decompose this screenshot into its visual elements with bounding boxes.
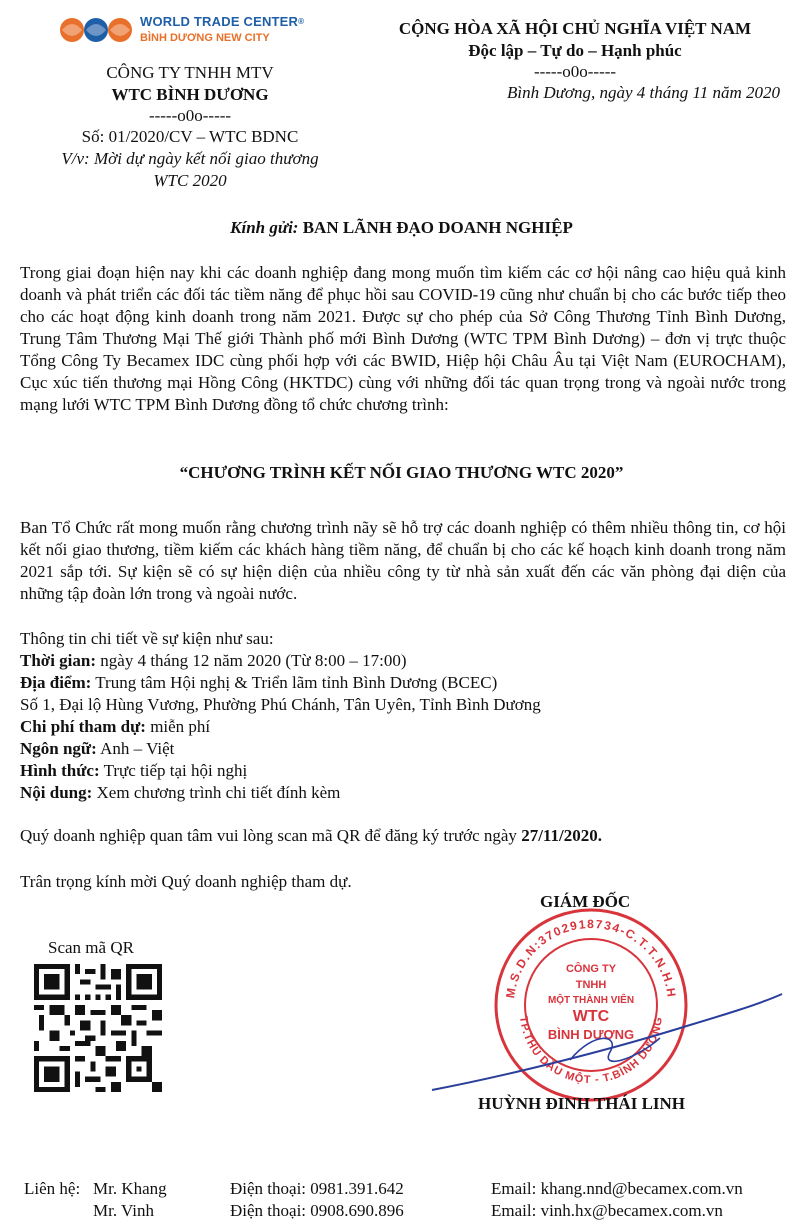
detail-venue <box>20 672 780 694</box>
logo-globe-icon <box>60 18 132 42</box>
logo-text <box>140 14 304 46</box>
contact-email[interactable]: Email: khang.nnd@becamex.com.vn <box>491 1179 743 1198</box>
stamp-outer-top: M.S.D.N:3702918734-C.T.T.N.H.H <box>503 917 679 1000</box>
detail-time-value: ngày 4 tháng 12 năm 2020 (Từ 8:00 – 17:00) <box>96 651 407 670</box>
document-number: Số: 01/2020/CV – WTC BDNC <box>81 127 299 146</box>
contact-phone[interactable]: Điện thoại: 0981.391.642 <box>230 1179 404 1198</box>
national-header <box>360 18 790 104</box>
national-motto: Độc lập – Tự do – Hạnh phúc <box>468 41 682 60</box>
document-date: Bình Dương, ngày 4 tháng 11 năm 2020 <box>506 83 780 102</box>
deadline-text: Quý doanh nghiệp quan tâm vui lòng scan mã QR để đăng ký trước ngày <box>20 826 522 845</box>
registration-deadline <box>20 826 780 846</box>
detail-content <box>20 782 780 804</box>
detail-language-label: Ngôn ngữ: <box>20 739 97 758</box>
subject-line2: WTC 2020 <box>153 171 227 190</box>
detail-language <box>20 738 780 760</box>
detail-fee <box>20 716 780 738</box>
qr-label: Scan mã QR <box>48 938 134 957</box>
company-name-line2: WTC BÌNH DƯƠNG <box>111 85 269 104</box>
detail-time <box>20 650 780 672</box>
national-divider: -----o0o----- <box>533 62 617 81</box>
detail-address: Số 1, Đại lộ Hùng Vương, Phường Phú Chánh, Tân Uyên, Tỉnh Bình Dương <box>20 695 541 714</box>
contact-email[interactable]: Email: vinh.hx@becamex.com.vn <box>491 1201 723 1220</box>
detail-venue-label: Địa điểm: <box>20 673 92 692</box>
subject-line1: V/v: Mời dự ngày kết nối giao thương <box>61 149 319 168</box>
detail-fee-label: Chi phí tham dự: <box>20 717 146 736</box>
director-title: GIÁM ĐỐC <box>540 892 631 911</box>
detail-content-label: Nội dung: <box>20 783 93 802</box>
logo-line-2: BÌNH DƯƠNG NEW CITY <box>140 32 270 44</box>
stamp-line-4: WTC <box>572 1008 610 1025</box>
national-title: CỘNG HÒA XÃ HỘI CHỦ NGHĨA VIỆT NAM <box>398 19 752 38</box>
detail-venue-value: Trung tâm Hội nghị & Triển lãm tỉnh Bình Dương (BCEC) <box>91 673 498 692</box>
detail-fee-value: miễn phí <box>145 717 211 736</box>
body-paragraph-1: Trong giai đoạn hiện nay khi các doanh nghiệp đang mong muốn tìm kiếm các cơ hội nâng cao hiệu quả kinh doanh và phát triển các đối tác tiềm năng để phục hồi sau COVID-19 cũng như chuẩn bị cho các bước tiếp theo cho các hoạt động kinh doanh trong năm 2021. Được sự cho phép của Sở Công Thương Tỉnh Bình Dương, Trung Tâm Thương Mại Thế giới Thành phố mới Bình Dương (WTC TPM Bình Dương) – đơn vị trực thuộc Tổng Công Ty Becamex IDC cùng phối hợp với các BWID, Hiệp hội Châu Âu tại Việt Nam (EUROCHAM), Cục xúc tiến thương mại Hồng Công (HKTDC) cùng với những đối tác quan trọng trong và ngoài nước trong mạng lưới WTC TPM Bình Dương đồng tổ chức chương trình: <box>20 263 786 414</box>
closing-line: Trân trọng kính mời Quý doanh nghiệp tham dự. <box>20 872 352 891</box>
contact-name: Mr. Khang <box>93 1179 167 1198</box>
logo-line-1: WORLD TRADE CENTER <box>140 14 299 29</box>
deadline-date: 27/11/2020. <box>521 826 602 845</box>
company-name-line1: CÔNG TY TNHH MTV <box>106 63 274 82</box>
program-title: “CHƯƠNG TRÌNH KẾT NỐI GIAO THƯƠNG WTC 2020” <box>179 463 624 482</box>
detail-format-value: Trực tiếp tại hội nghị <box>99 761 248 780</box>
sender-divider: -----o0o----- <box>148 106 232 125</box>
stamp-line-5: BÌNH DƯƠNG <box>547 1027 635 1042</box>
salutation-recipient: BAN LÃNH ĐẠO DOANH NGHIỆP <box>302 218 573 237</box>
contact-phone[interactable]: Điện thoại: 0908.690.896 <box>230 1201 404 1220</box>
stamp-line-1: CÔNG TY <box>565 963 617 975</box>
contact-label: Liên hệ: <box>24 1179 81 1198</box>
detail-format <box>20 760 780 782</box>
event-details <box>20 628 780 804</box>
salutation <box>0 218 803 238</box>
details-intro: Thông tin chi tiết về sự kiện như sau: <box>20 629 274 648</box>
detail-time-label: Thời gian: <box>20 651 97 670</box>
body-paragraph-2: Ban Tổ Chức rất mong muốn rằng chương trình nãy sẽ hỗ trợ các doanh nghiệp có thêm nhiều thông tin, cơ hội kết nối giao thương, tiềm kiếm các khách hàng tiềm năng, để chuẩn bị cho các kế hoạch kinh doanh trong năm 2021 sắp tới. Sự kiện sẽ có sự hiện diện của nhiều công ty từ nhà sản xuất đến các văn phòng đại diện của những tập đoàn lớn trong và ngoài nước. <box>20 518 786 603</box>
detail-format-label: Hình thức: <box>20 761 100 780</box>
director-name: HUỲNH ĐINH THÁI LINH <box>478 1094 686 1113</box>
handwritten-signature <box>420 990 790 1100</box>
qr-code-icon[interactable] <box>34 964 162 1092</box>
contact-name: Mr. Vinh <box>93 1201 155 1220</box>
logo-registered-mark: ® <box>298 17 305 26</box>
stamp-line-3: MỘT THÀNH VIÊN <box>547 995 635 1006</box>
sender-block <box>40 62 340 192</box>
stamp-outer-bottom: TP.THỦ DẦU MỘT - T.BÌNH DƯƠNG <box>517 1015 665 1087</box>
stamp-line-2: TNHH <box>575 979 607 991</box>
detail-content-value: Xem chương trình chi tiết đính kèm <box>92 783 341 802</box>
salutation-prefix: Kính gửi: <box>230 218 299 237</box>
detail-language-value: Anh – Việt <box>96 739 175 758</box>
